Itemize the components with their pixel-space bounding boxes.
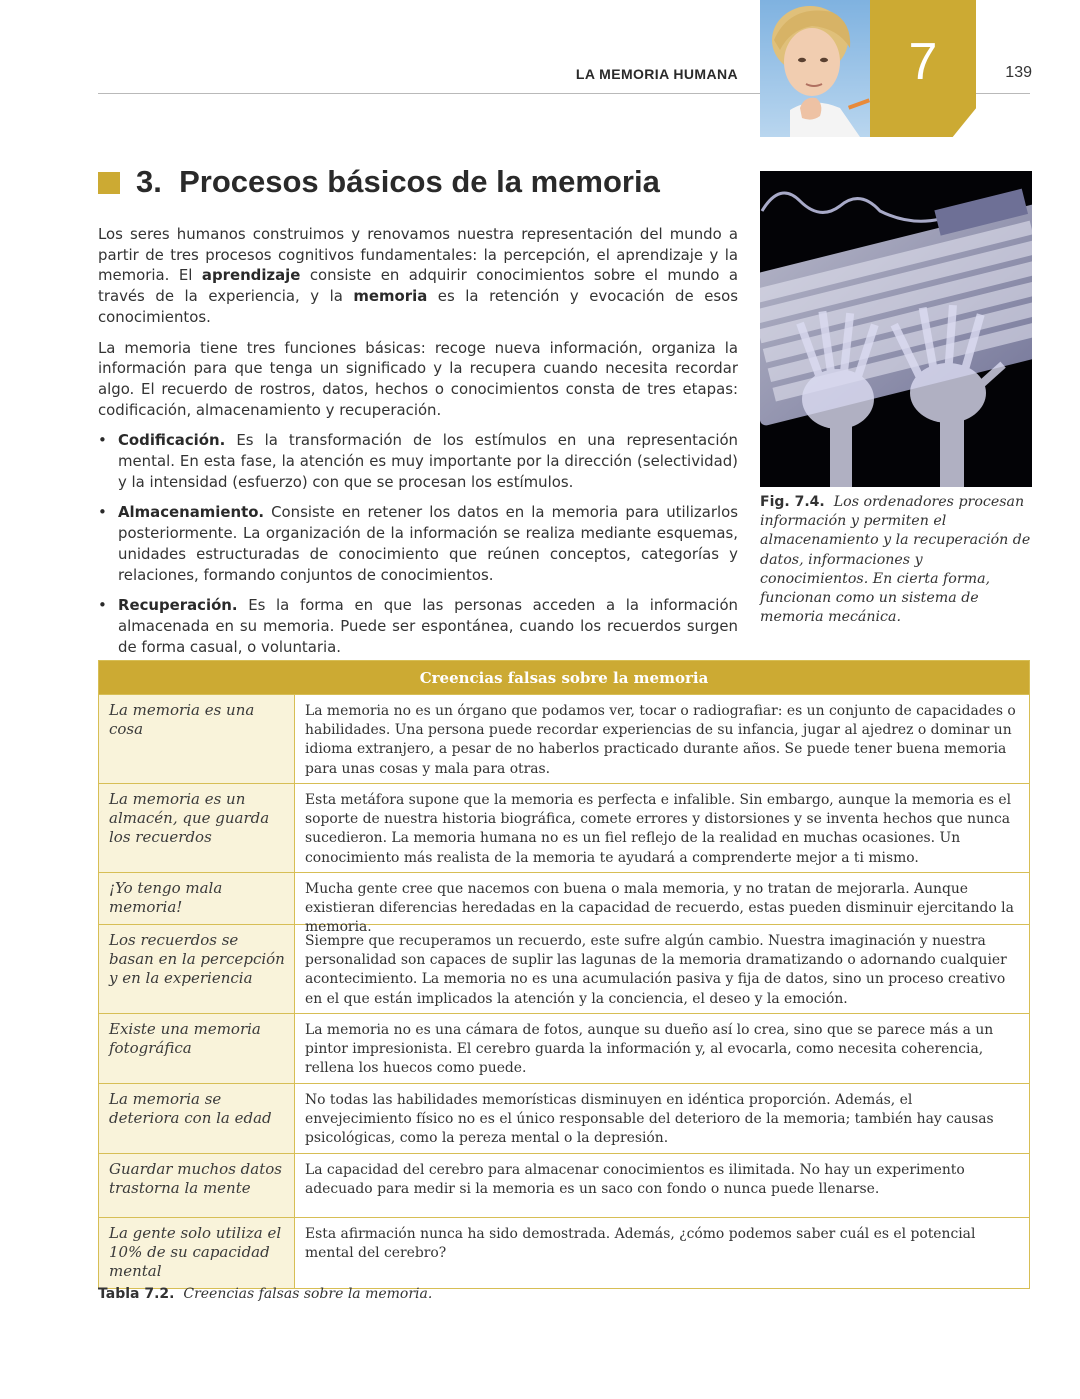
bullet-term: Codificación. <box>118 431 226 450</box>
bullet-text: Es la forma en que las personas acceden a la información almacenada en su memoria. Puede ser espontánea, cuando los recuerdos surgen de forma casual, o voluntaria. <box>118 596 738 656</box>
explanation-cell: Mucha gente cree que nacemos con buena o mala memoria, y no tratan de mejorarla. Aunque existieran diferencias heredadas en la capacidad de recuerdo, estas pueden disminuir ejercitando la memoria. <box>305 881 1014 936</box>
table-row <box>99 872 1029 936</box>
table-caption-text: Creencias falsas sobre la memoria. <box>183 1286 433 1302</box>
section-title: Procesos básicos de la memoria <box>179 164 660 199</box>
bullet-text: Consiste en retener los datos en la memoria para utilizarlos posteriormente. La organización de la información se realiza mediante esquemas, unidades estructuradas de conocimiento que reúnen conceptos, categorías y relaciones, formando conjuntos de conocimientos. <box>118 503 738 584</box>
paragraph-intro-part: es la retención y evocación de esos conocimientos. <box>98 287 739 326</box>
table-title: Creencias falsas sobre la memoria <box>99 661 1029 694</box>
table-row <box>99 694 1029 783</box>
explanation-cell: Esta afirmación nunca ha sido demostrada. Además, ¿cómo podemos saber cuál es el potencial mental del cerebro? <box>305 1226 976 1262</box>
paragraph-intro <box>98 224 738 328</box>
explanation-cell: Siempre que recuperamos un recuerdo, este sufre algún cambio. Nuestra imaginación y nuestra personalidad son capaces de suplir las lagunas de la memoria dramatizando o adornando cualquier acontecimiento. La memoria no es una acumulación pasiva y fija de datos, sino un proceso creativo en el que están implicados la atención y la conciencia, el deseo y la emoción. <box>305 933 1007 1007</box>
page-number: 139 <box>1005 64 1032 81</box>
table-label: Tabla 7.2. <box>98 1286 175 1302</box>
table-row <box>99 1013 1029 1083</box>
header-photo-boy-thinking <box>760 0 870 137</box>
table-row <box>99 1083 1029 1153</box>
list-item <box>98 502 738 585</box>
figure-caption <box>760 493 1035 627</box>
table-row <box>99 1217 1029 1288</box>
belief-cell: La memoria es un almacén, que guarda los recuerdos <box>99 784 295 872</box>
explanation-cell: No todas las habilidades memorísticas disminuyen en idéntica proporción. Además, el envejecimiento físico no es el único responsable del deterioro de la memoria; también hay causas psicológicas, como la pereza mental o la depresión. <box>305 1092 994 1147</box>
false-beliefs-table <box>98 660 1030 1289</box>
belief-cell: Guardar muchos datos trastorna la mente <box>99 1154 295 1217</box>
table-row <box>99 924 1029 1013</box>
section-heading <box>136 164 660 200</box>
term-memoria: memoria <box>353 287 428 306</box>
section-number: 3. <box>136 164 162 199</box>
belief-cell: La gente solo utiliza el 10% de su capacidad mental <box>99 1218 295 1288</box>
section-marker <box>98 172 120 194</box>
belief-cell: Los recuerdos se basan en la percepción y en la experiencia <box>99 925 295 1013</box>
bullet-text: Es la transformación de los estímulos en una representación mental. En esta fase, la atención es muy importante por la dirección (selectividad) y la intensidad (esfuerzo) con que se procesan los estímulos. <box>118 431 738 491</box>
belief-cell: Existe una memoria fotográfica <box>99 1014 295 1083</box>
table-row <box>99 783 1029 872</box>
table-caption <box>98 1286 432 1302</box>
xray-keyboard-image <box>760 171 1032 487</box>
paragraph-intro-part: consiste en adquirir conocimientos sobre el mundo a través de la experiencia, y la <box>98 266 738 306</box>
table-row <box>99 1153 1029 1217</box>
paragraph-functions: La memoria tiene tres funciones básicas: recoge nueva información, organiza la información para que tenga un significado y la recupera cuando necesita recordar algo. El recuerdo de rostros, datos, hechos o conocimientos consta de tres etapas: codificación, almacenamiento y recuperación. <box>98 338 738 419</box>
explanation-cell: Esta metáfora supone que la memoria es perfecta e infalible. Sin embargo, aunque la memoria es el soporte de nuestra historia biográfica, comete errores y distorsiones y se inventa hechos que nunca sucedieron. La memoria humana no es un fiel reflejo de la realidad en muchas ocasiones. Un conocimiento más realista de la memoria te ayudará a comprenderte mejor a ti mismo. <box>305 792 1012 866</box>
bullet-icon: • <box>98 596 107 615</box>
belief-cell: La memoria es una cosa <box>99 695 295 783</box>
running-title: LA MEMORIA HUMANA <box>575 66 738 82</box>
figure-caption-text: Los ordenadores procesan información y permiten el almacenamiento y la recuperación de datos, informaciones y conocimientos. En cierta forma, funcionan como un sistema de memoria mecánica. <box>760 494 1031 626</box>
bullet-term: Recuperación. <box>118 596 238 615</box>
bullet-term: Almacenamiento. <box>118 503 265 522</box>
explanation-cell: La capacidad del cerebro para almacenar conocimientos es ilimitada. No hay un experimento adecuado para medir si la memoria es un saco con fondo o nunca puede llenarse. <box>305 1162 965 1198</box>
list-item <box>98 595 738 657</box>
belief-cell: La memoria se deteriora con la edad <box>99 1084 295 1153</box>
body-text <box>98 224 738 667</box>
explanation-cell: La memoria no es una cámara de fotos, aunque su dueño así lo crea, sino que se parece más a un pintor impresionista. El cerebro guarda la información y, al evocarla, como necesita coherencia, rellena los huecos como puede. <box>305 1022 994 1077</box>
term-aprendizaje: aprendizaje <box>201 266 301 285</box>
figure-label: Fig. 7.4. <box>760 494 825 510</box>
bullet-icon: • <box>98 431 107 450</box>
chapter-number: 7 <box>908 33 938 91</box>
list-item <box>98 430 738 492</box>
explanation-cell: La memoria no es un órgano que podamos ver, tocar o radiografiar: es un conjunto de capacidades o habilidades. Una persona puede recordar experiencias de su infancia, jugar al ajedrez o dominar un idioma extranjero, a pesar de no haberlos practicado durante años. Se puede tener buena memoria para unas cosas y mala para otras. <box>305 703 1016 777</box>
bullet-icon: • <box>98 503 107 522</box>
paragraph-intro-part: Los seres humanos construimos y renovamos nuestra representación del mundo a partir de tres procesos cognitivos fundamentales: la percepción, el aprendizaje y la memoria. El <box>98 225 738 285</box>
belief-cell: ¡Yo tengo mala memoria! <box>99 873 295 924</box>
